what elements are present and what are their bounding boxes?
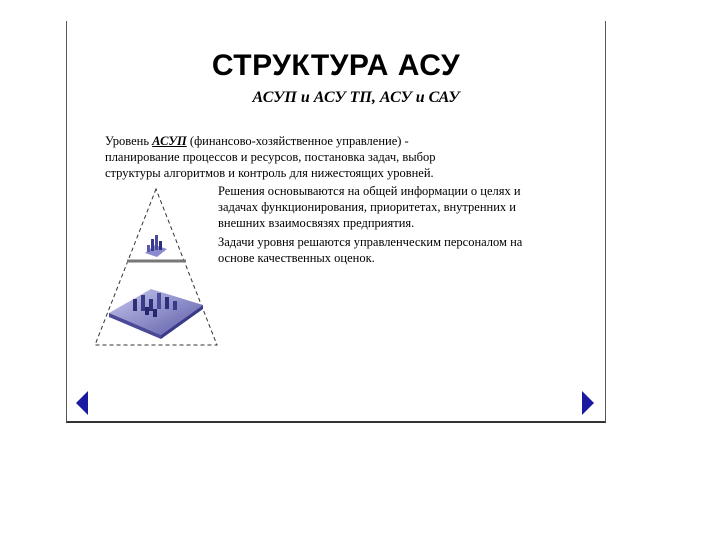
paragraph-decisions: Решения основываются на общей информации о целях и задачах функционирования, приоритетах, внутренних и внешних взаимосвязях предприятия. bbox=[218, 184, 521, 230]
prev-slide-button[interactable] bbox=[76, 391, 88, 415]
next-slide-button[interactable] bbox=[582, 391, 594, 415]
paragraph-tasks: Задачи уровня решаются управленческим персоналом на основе качественных оценок. bbox=[218, 235, 523, 265]
paragraph-prefix: Уровень bbox=[105, 134, 153, 148]
slide-title: СТРУКТУРА АСУ bbox=[211, 49, 461, 82]
triangle-right-icon bbox=[582, 391, 594, 415]
bottom-level-icon bbox=[109, 289, 203, 339]
triangle-left-icon bbox=[76, 391, 88, 415]
slide bbox=[66, 21, 606, 423]
keyword-asup: АСУП bbox=[152, 134, 187, 148]
pyramid-diagram bbox=[91, 187, 221, 349]
slide-subtitle: АСУП и АСУ ТП, АСУ и САУ bbox=[252, 89, 460, 106]
paragraph-level-description bbox=[105, 133, 455, 181]
paragraph-suffix: (финансово-хозяйственное управление) - планирование процессов и ресурсов, постановка задач, выбор структуры алгоритмов и контроль для нижестоящих уровней. bbox=[105, 134, 436, 180]
top-level-icon bbox=[145, 235, 167, 257]
